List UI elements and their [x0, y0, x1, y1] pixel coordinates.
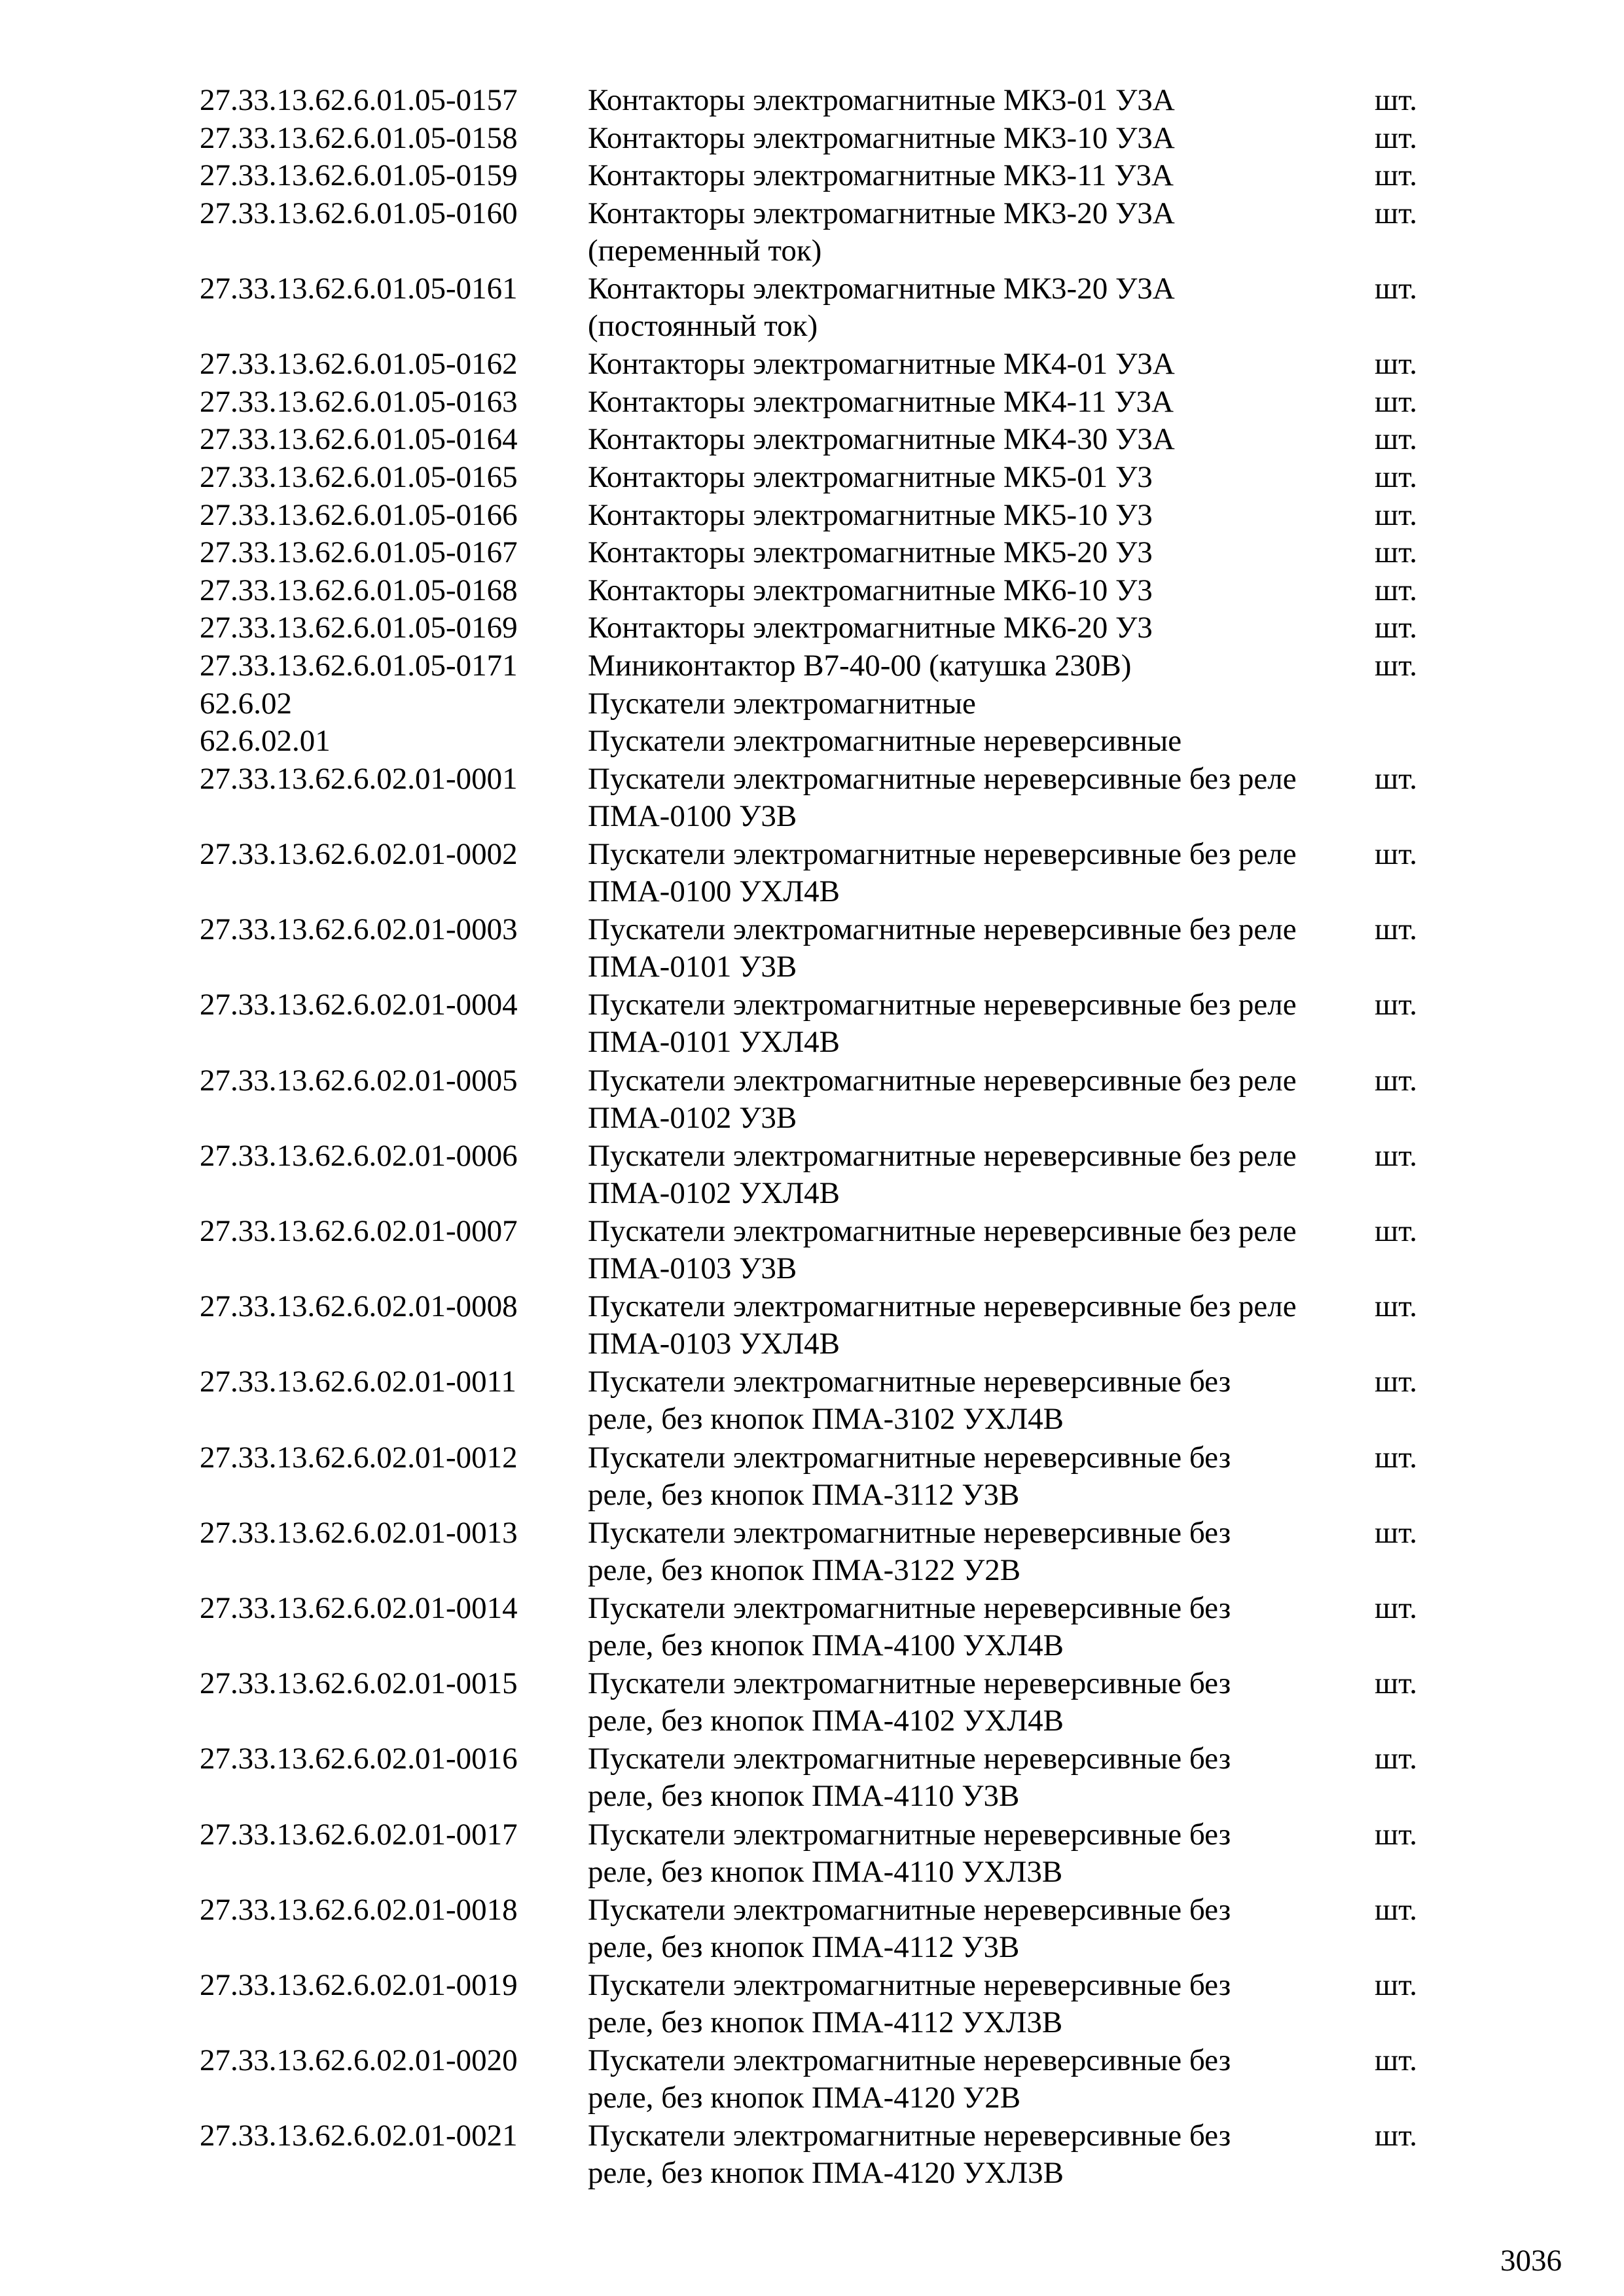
item-code: 27.33.13.62.6.02.01-0012	[200, 1440, 518, 1475]
table-row	[0, 1363, 1624, 1439]
item-unit: шт.	[1375, 761, 1417, 796]
item-name: Пускатели электромагнитные нереверсивные	[588, 724, 1182, 759]
item-name: Контакторы электромагнитные МК5-20 У3	[588, 535, 1153, 570]
item-code: 27.33.13.62.6.02.01-0014	[200, 1591, 518, 1625]
item-name: Контакторы электромагнитные МК3-01 У3А	[588, 83, 1175, 117]
item-code: 27.33.13.62.6.01.05-0158	[200, 120, 518, 155]
item-name: Пускатели электромагнитные нереверсивные без реле, без кнопок ПМА-4120 У2В	[588, 2043, 1231, 2115]
table-row	[0, 195, 1624, 270]
item-name: Пускатели электромагнитные нереверсивные без реле, без кнопок ПМА-3122 У2В	[588, 1515, 1231, 1587]
table-row	[0, 1439, 1624, 1515]
table-row	[0, 1590, 1624, 1665]
item-unit: шт.	[1375, 1968, 1417, 2002]
item-name: Пускатели электромагнитные нереверсивные без реле, без кнопок ПМА-4112 У3В	[588, 1892, 1231, 1964]
item-unit: шт.	[1375, 1289, 1417, 1324]
item-name: Пускатели электромагнитные нереверсивные без реле, без кнопок ПМА-4102 УХЛ4В	[588, 1666, 1231, 1738]
item-name: Пускатели электромагнитные нереверсивные без реле ПМА-0100 У3В	[588, 761, 1297, 833]
item-name: Пускатели электромагнитные нереверсивные без реле, без кнопок ПМА-4100 УХЛ4В	[588, 1591, 1231, 1662]
item-code: 27.33.13.62.6.02.01-0018	[200, 1892, 518, 1927]
item-code: 27.33.13.62.6.01.05-0160	[200, 196, 518, 230]
item-name: Пускатели электромагнитные	[588, 686, 976, 721]
item-unit: шт.	[1375, 1742, 1417, 1776]
table-row	[0, 270, 1624, 346]
table-row	[0, 647, 1624, 685]
table-row	[0, 761, 1624, 836]
item-unit: шт.	[1375, 1817, 1417, 1852]
item-name: Контакторы электромагнитные МК5-10 У3	[588, 497, 1153, 532]
item-code: 27.33.13.62.6.01.05-0164	[200, 422, 518, 457]
item-unit: шт.	[1375, 83, 1417, 117]
table-row	[0, 421, 1624, 459]
item-unit: шт.	[1375, 1440, 1417, 1475]
item-name: Пускатели электромагнитные нереверсивные без реле ПМА-0102 У3В	[588, 1063, 1297, 1135]
item-name: Контакторы электромагнитные МК3-11 У3А	[588, 158, 1174, 193]
table-row	[0, 120, 1624, 158]
item-code: 27.33.13.62.6.01.05-0166	[200, 497, 518, 532]
item-code: 27.33.13.62.6.02.01-0005	[200, 1063, 518, 1098]
item-name: Миниконтактор В7-40-00 (катушка 230В)	[588, 649, 1132, 683]
item-code: 27.33.13.62.6.01.05-0161	[200, 272, 518, 306]
item-unit: шт.	[1375, 422, 1417, 457]
item-name: Пускатели электромагнитные нереверсивные без реле, без кнопок ПМА-4110 УХЛ3В	[588, 1817, 1231, 1889]
table-row	[0, 1288, 1624, 1363]
table-row	[0, 1665, 1624, 1740]
item-name: Контакторы электромагнитные МК4-30 У3А	[588, 422, 1175, 457]
table-row	[0, 2042, 1624, 2117]
item-unit: шт.	[1375, 1591, 1417, 1625]
item-unit: шт.	[1375, 347, 1417, 382]
table-row	[0, 911, 1624, 986]
item-name: Пускатели электромагнитные нереверсивные без реле, без кнопок ПМА-3102 УХЛ4В	[588, 1365, 1231, 1437]
item-code: 62.6.02.01	[200, 724, 331, 759]
table-row	[0, 1967, 1624, 2042]
item-name: Пускатели электромагнитные нереверсивные без реле ПМА-0103 УХЛ4В	[588, 1289, 1297, 1361]
item-code: 27.33.13.62.6.01.05-0163	[200, 384, 518, 419]
item-unit: шт.	[1375, 535, 1417, 570]
item-unit: шт.	[1375, 611, 1417, 645]
item-code: 27.33.13.62.6.02.01-0006	[200, 1138, 518, 1173]
item-code: 27.33.13.62.6.02.01-0021	[200, 2119, 518, 2153]
item-code: 27.33.13.62.6.02.01-0019	[200, 1968, 518, 2002]
page-number: 3036	[1500, 2244, 1562, 2278]
item-code: 27.33.13.62.6.01.05-0168	[200, 573, 518, 607]
table-row	[0, 157, 1624, 195]
table-row	[0, 2117, 1624, 2193]
table-row	[0, 1892, 1624, 1967]
item-code: 27.33.13.62.6.02.01-0015	[200, 1666, 518, 1701]
table-row	[0, 497, 1624, 535]
item-code: 27.33.13.62.6.01.05-0165	[200, 460, 518, 494]
table-row	[0, 572, 1624, 610]
item-name: Контакторы электромагнитные МК4-01 У3А	[588, 347, 1175, 382]
table-row	[0, 1213, 1624, 1288]
table-row	[0, 1740, 1624, 1816]
item-unit: шт.	[1375, 196, 1417, 230]
table-row	[0, 82, 1624, 120]
table-row	[0, 1062, 1624, 1138]
item-unit: шт.	[1375, 1892, 1417, 1927]
table-row	[0, 1515, 1624, 1590]
item-name: Пускатели электромагнитные нереверсивные без реле ПМА-0102 УХЛ4В	[588, 1138, 1297, 1210]
item-unit: шт.	[1375, 120, 1417, 155]
item-unit: шт.	[1375, 1365, 1417, 1399]
table-row	[0, 459, 1624, 497]
item-name: Пускатели электромагнитные нереверсивные без реле ПМА-0101 УХЛ4В	[588, 988, 1297, 1060]
item-name: Контакторы электромагнитные МК6-10 У3	[588, 573, 1153, 607]
item-name: Контакторы электромагнитные МК3-20 У3А (постоянный ток)	[588, 272, 1175, 343]
item-code: 27.33.13.62.6.01.05-0167	[200, 535, 518, 570]
table-row	[0, 1138, 1624, 1213]
table-row	[0, 534, 1624, 572]
item-name: Пускатели электромагнитные нереверсивные без реле, без кнопок ПМА-4110 У3В	[588, 1742, 1231, 1814]
item-unit: шт.	[1375, 1515, 1417, 1550]
table-row	[0, 384, 1624, 422]
item-name: Пускатели электромагнитные нереверсивные без реле, без кнопок ПМА-4112 УХЛ3В	[588, 1968, 1231, 2039]
item-code: 27.33.13.62.6.01.05-0162	[200, 347, 518, 382]
item-code: 27.33.13.62.6.02.01-0017	[200, 1817, 518, 1852]
item-unit: шт.	[1375, 988, 1417, 1022]
item-code: 27.33.13.62.6.01.05-0171	[200, 649, 518, 683]
item-code: 27.33.13.62.6.01.05-0169	[200, 611, 518, 645]
table-row	[0, 836, 1624, 911]
item-name: Контакторы электромагнитные МК3-10 У3А	[588, 120, 1175, 155]
item-unit: шт.	[1375, 272, 1417, 306]
item-unit: шт.	[1375, 649, 1417, 683]
item-name: Контакторы электромагнитные МК4-11 У3А	[588, 384, 1174, 419]
item-code: 27.33.13.62.6.02.01-0016	[200, 1742, 518, 1776]
item-code: 27.33.13.62.6.02.01-0007	[200, 1214, 518, 1248]
item-unit: шт.	[1375, 573, 1417, 607]
table-row	[0, 1816, 1624, 1892]
item-code: 62.6.02	[200, 686, 292, 721]
item-name: Контакторы электромагнитные МК3-20 У3А (переменный ток)	[588, 196, 1175, 268]
item-unit: шт.	[1375, 2119, 1417, 2153]
item-unit: шт.	[1375, 384, 1417, 419]
item-code: 27.33.13.62.6.02.01-0020	[200, 2043, 518, 2078]
item-unit: шт.	[1375, 1138, 1417, 1173]
item-code: 27.33.13.62.6.02.01-0004	[200, 988, 518, 1022]
item-code: 27.33.13.62.6.02.01-0002	[200, 837, 518, 871]
item-unit: шт.	[1375, 1666, 1417, 1701]
item-name: Пускатели электромагнитные нереверсивные без реле ПМА-0100 УХЛ4В	[588, 837, 1297, 908]
item-name: Контакторы электромагнитные МК5-01 У3	[588, 460, 1153, 494]
item-code: 27.33.13.62.6.02.01-0008	[200, 1289, 518, 1324]
item-name: Пускатели электромагнитные нереверсивные без реле ПМА-0103 У3В	[588, 1214, 1297, 1285]
item-name: Пускатели электромагнитные нереверсивные без реле, без кнопок ПМА-4120 УХЛ3В	[588, 2119, 1231, 2191]
item-code: 27.33.13.62.6.01.05-0157	[200, 83, 518, 117]
item-name: Пускатели электромагнитные нереверсивные без реле ПМА-0101 У3В	[588, 912, 1297, 984]
table-row	[0, 685, 1624, 723]
item-unit: шт.	[1375, 2043, 1417, 2078]
item-unit: шт.	[1375, 837, 1417, 871]
item-unit: шт.	[1375, 1063, 1417, 1098]
item-code: 27.33.13.62.6.01.05-0159	[200, 158, 518, 193]
table-row	[0, 986, 1624, 1062]
item-code: 27.33.13.62.6.02.01-0011	[200, 1365, 516, 1399]
item-unit: шт.	[1375, 912, 1417, 947]
item-unit: шт.	[1375, 158, 1417, 193]
item-code: 27.33.13.62.6.02.01-0003	[200, 912, 518, 947]
item-name: Контакторы электромагнитные МК6-20 У3	[588, 611, 1153, 645]
table-row	[0, 346, 1624, 384]
item-code: 27.33.13.62.6.02.01-0013	[200, 1515, 518, 1550]
item-unit: шт.	[1375, 1214, 1417, 1248]
item-unit: шт.	[1375, 460, 1417, 494]
item-code: 27.33.13.62.6.02.01-0001	[200, 761, 518, 796]
table-row	[0, 723, 1624, 761]
item-name: Пускатели электромагнитные нереверсивные без реле, без кнопок ПМА-3112 У3В	[588, 1440, 1231, 1512]
table-row	[0, 609, 1624, 647]
item-unit: шт.	[1375, 497, 1417, 532]
